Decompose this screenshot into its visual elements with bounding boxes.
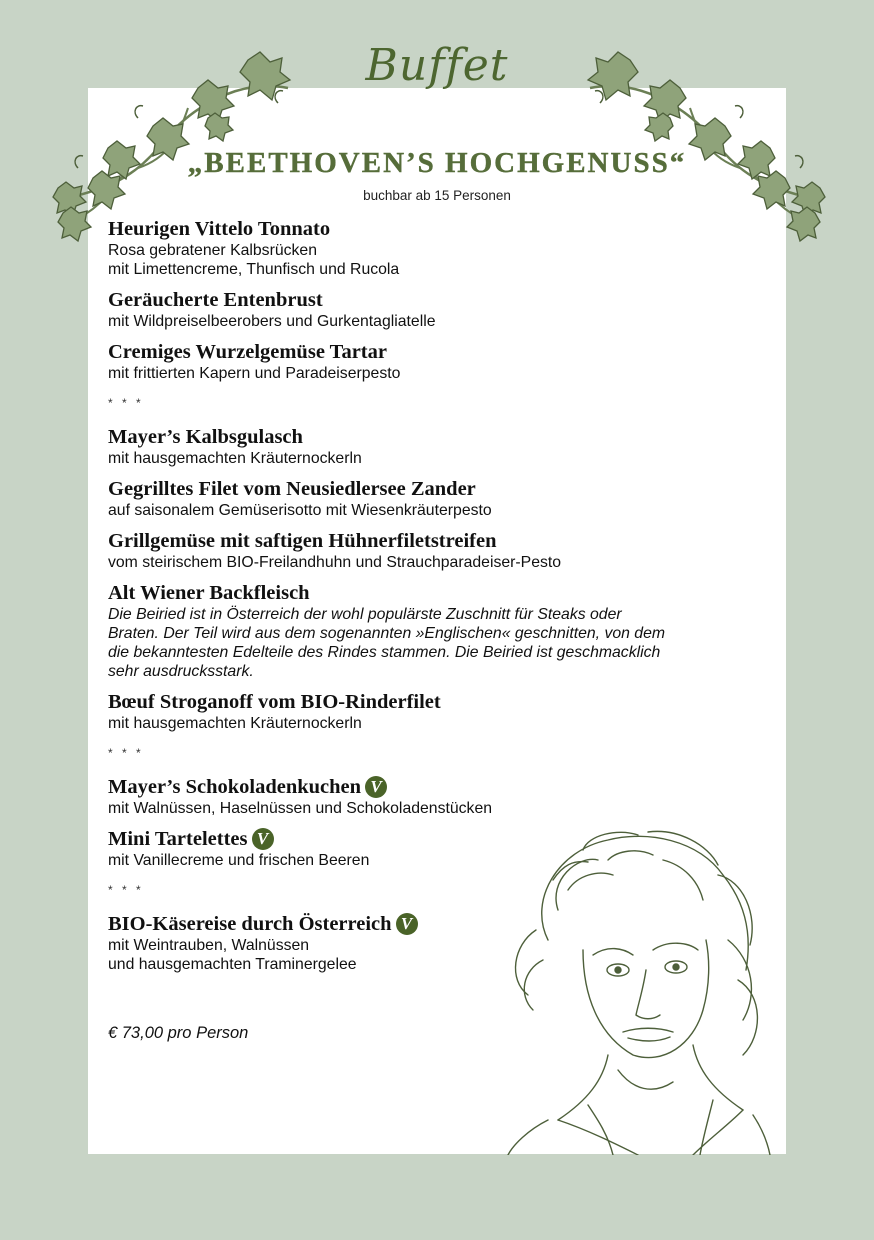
dish-name [108, 426, 773, 449]
vegetarian-badge-icon: V [252, 828, 274, 850]
separator: * * * [108, 883, 144, 897]
price-per-person: € 73,00 pro Person [108, 1024, 249, 1042]
dish-description: mit Limettencreme, Thunfisch und Rucola [108, 261, 400, 278]
dish-description: mit hausgemachten Kräuternockerln [108, 450, 362, 467]
dish-name [108, 478, 773, 501]
dish-name-text: Cremiges Wurzelgemüse Tartar [108, 341, 387, 363]
dish-name [108, 218, 773, 241]
dish-description: mit hausgemachten Kräuternockerln [108, 715, 362, 732]
dish-description: die bekanntesten Edelteile des Rindes stammen. Die Beiried ist geschmacklich [108, 644, 661, 661]
page-title: Buffet [365, 40, 509, 91]
menu-item [108, 582, 773, 681]
dish-description: mit Wildpreiselbeerobers und Gurkentagliatelle [108, 313, 436, 330]
menu-item [108, 426, 773, 468]
menu-item [108, 530, 773, 572]
dish-description: mit Weintrauben, Walnüssen [108, 937, 310, 954]
dish-description: und hausgemachten Traminergelee [108, 956, 357, 973]
dish-description: mit Vanillecreme und frischen Beeren [108, 852, 370, 869]
dish-name-text: Geräucherte Entenbrust [108, 289, 323, 311]
vegetarian-badge-icon: V [396, 913, 418, 935]
menu-item [108, 218, 773, 279]
dish-description: Die Beiried ist in Österreich der wohl populärste Zuschnitt für Steaks oder [108, 606, 622, 623]
dish-name-text: Mini Tartelettes [108, 828, 248, 850]
dish-name-text: Gegrilltes Filet vom Neusiedlersee Zander [108, 478, 476, 500]
dish-name-text: Bœuf Stroganoff vom BIO-Rinderfilet [108, 691, 441, 713]
dish-description: auf saisonalem Gemüserisotto mit Wiesenkräuterpesto [108, 502, 492, 519]
vegetarian-badge-icon: V [365, 776, 387, 798]
menu-group-mains [108, 426, 773, 733]
dish-name-text: Mayer’s Kalbsgulasch [108, 426, 303, 448]
dish-name [108, 341, 773, 364]
page-subtitle: „BEETHOVEN’S HOCHGENUSS“ [187, 147, 687, 179]
dish-description: vom steirischem BIO-Freilandhuhn und Strauchparadeiser-Pesto [108, 554, 562, 571]
menu-item [108, 691, 773, 733]
dish-description: sehr ausdrucksstark. [108, 663, 254, 680]
dish-description: mit Walnüssen, Haselnüssen und Schokoladenstücken [108, 800, 493, 817]
dish-name [108, 582, 773, 605]
menu-item [108, 776, 773, 818]
dish-name-text: Grillgemüse mit saftigen Hühnerfiletstreifen [108, 530, 497, 552]
dish-description: Braten. Der Teil wird aus dem sogenannten »Englischen« geschnitten, von dem [108, 625, 666, 642]
menu-group-starters [108, 218, 773, 383]
dish-description: mit frittierten Kapern und Paradeiserpesto [108, 365, 401, 382]
dish-name-text: Mayer’s Schokoladenkuchen [108, 776, 362, 798]
separator: * * * [108, 746, 144, 760]
dish-name [108, 691, 773, 714]
dish-name [108, 776, 773, 799]
menu-item [108, 341, 773, 383]
beethoven-portrait-icon [488, 820, 778, 1155]
dish-description: Rosa gebratener Kalbsrücken [108, 242, 317, 259]
menu-item [108, 478, 773, 520]
dish-name-text: Heurigen Vittelo Tonnato [108, 218, 331, 240]
dish-name-text: Alt Wiener Backfleisch [108, 582, 310, 604]
dish-name [108, 530, 773, 553]
booking-note: buchbar ab 15 Personen [363, 188, 511, 203]
dish-name [108, 289, 773, 312]
menu-item [108, 289, 773, 331]
dish-name-text: BIO-Käsereise durch Österreich [108, 913, 392, 935]
separator: * * * [108, 396, 144, 410]
